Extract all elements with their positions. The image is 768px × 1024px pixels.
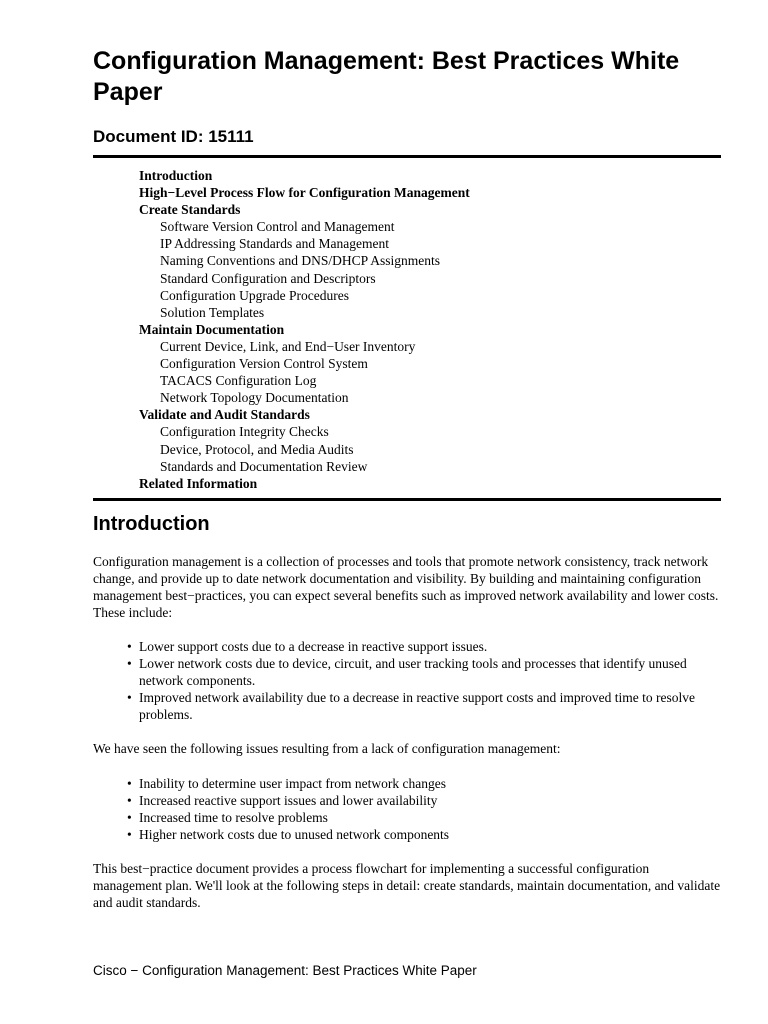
toc-link[interactable]: Maintain Documentation [139,321,285,337]
toc-bottom-rule [93,498,721,501]
issues-intro-paragraph: We have seen the following issues resulting from a lack of configuration management: [93,741,561,756]
toc-link[interactable]: TACACS Configuration Log [160,373,317,389]
toc-top-rule [93,155,721,158]
issue-item [93,775,721,792]
list-item-text: Increased reactive support issues and lower availability [139,793,438,808]
toc-link[interactable]: Naming Conventions and DNS/DHCP Assignments [160,253,441,269]
toc-link[interactable]: Configuration Upgrade Procedures [160,287,349,303]
toc-link[interactable]: Configuration Version Control System [160,356,368,372]
toc-link[interactable]: Solution Templates [160,304,265,320]
toc-link[interactable]: Standard Configuration and Descriptors [160,270,376,286]
toc-link[interactable]: Current Device, Link, and End−User Inventory [160,338,416,354]
benefit-item [93,638,721,655]
toc-link[interactable]: Network Topology Documentation [160,390,349,406]
toc-link[interactable]: IP Addressing Standards and Management [160,236,389,252]
toc-link[interactable]: Standards and Documentation Review [160,458,368,474]
list-item-text: Inability to determine user impact from network changes [139,776,447,791]
issue-item [93,792,721,809]
list-item-text: Higher network costs due to unused network components [139,827,450,842]
toc-link[interactable]: Device, Protocol, and Media Audits [160,441,354,457]
toc-link[interactable]: Introduction [139,168,213,183]
benefit-item [93,689,721,723]
issues-list [93,775,721,843]
bullet-icon: • [127,793,132,808]
toc-link[interactable]: High−Level Process Flow for Configuration Management [139,185,470,201]
toc-link[interactable]: Configuration Integrity Checks [160,424,329,440]
toc-link[interactable]: Validate and Audit Standards [139,407,310,423]
list-item-text: Lower network costs due to device, circuit, and user tracking tools and processes that identify unused network components. [139,656,687,688]
toc-link[interactable]: Software Version Control and Management [160,219,395,235]
benefits-list [93,638,721,723]
issue-item [93,809,721,826]
issue-item [93,826,721,843]
page-footer: Cisco − Configuration Management: Best Practices White Paper [93,963,477,978]
bullet-icon: • [127,810,132,825]
document-title: Configuration Management: Best Practices White Paper [93,47,680,106]
bullet-icon: • [127,639,132,654]
intro-paragraph: Configuration management is a collection of processes and tools that promote network consistency, track network change, and provide up to date network documentation and visibility. By building and maintaining configuration management best−practices, you can expect several benefits such as improved network availability and lower costs. These include: [93,554,719,620]
bullet-icon: • [127,776,132,791]
benefit-item [93,655,721,689]
bullet-icon: • [127,690,132,705]
list-item-text: Increased time to resolve problems [139,810,328,825]
overview-paragraph: This best−practice document provides a process flowchart for implementing a successful configuration management plan. We'll look at the following steps in detail: create standards, maintain documentation, and validate and audit standards. [93,861,721,910]
section-heading-introduction: Introduction [93,513,210,535]
bullet-icon: • [127,827,132,842]
list-item-text: Lower support costs due to a decrease in reactive support issues. [139,639,488,654]
table-of-contents [139,167,470,492]
document-page [93,0,721,1024]
document-id: Document ID: 15111 [93,127,254,146]
toc-link[interactable]: Create Standards [139,202,241,218]
bullet-icon: • [127,656,132,671]
toc-link[interactable]: Related Information [139,475,258,491]
list-item-text: Improved network availability due to a decrease in reactive support costs and improved time to resolve problems. [139,690,695,722]
